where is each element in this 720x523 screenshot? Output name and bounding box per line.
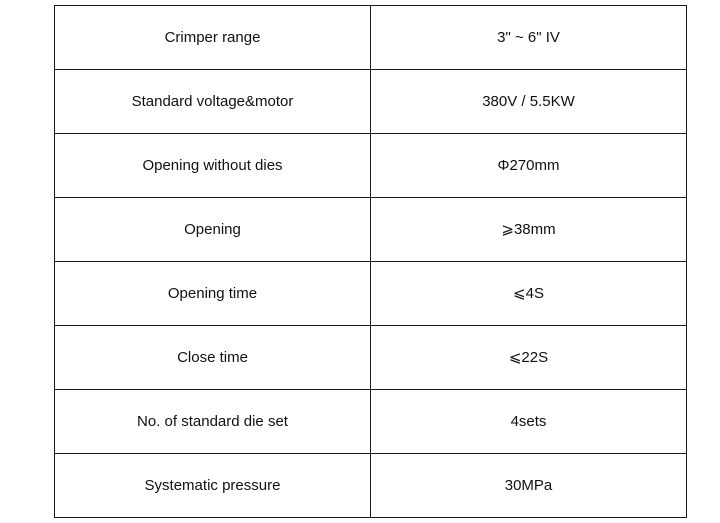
spec-value: 3" ~ 6" IV xyxy=(371,6,687,70)
table-row xyxy=(55,326,687,390)
table-row xyxy=(55,134,687,198)
spec-value: 30MPa xyxy=(371,454,687,518)
table-row xyxy=(55,70,687,134)
spec-label: Opening without dies xyxy=(55,134,371,198)
table-row xyxy=(55,390,687,454)
table-row xyxy=(55,198,687,262)
table-row xyxy=(55,454,687,518)
spec-label: Systematic pressure xyxy=(55,454,371,518)
table-row xyxy=(55,262,687,326)
specification-table xyxy=(54,5,687,518)
spec-label: Standard voltage&motor xyxy=(55,70,371,134)
spec-value: 380V / 5.5KW xyxy=(371,70,687,134)
spec-label: No. of standard die set xyxy=(55,390,371,454)
spec-label: Close time xyxy=(55,326,371,390)
spec-label: Opening xyxy=(55,198,371,262)
spec-label: Crimper range xyxy=(55,6,371,70)
spec-value: Φ270mm xyxy=(371,134,687,198)
spec-value: ⩽22S xyxy=(371,326,687,390)
spec-label: Opening time xyxy=(55,262,371,326)
spec-value: ⩽4S xyxy=(371,262,687,326)
table-row xyxy=(55,6,687,70)
spec-value: ⩾38mm xyxy=(371,198,687,262)
spec-value: 4sets xyxy=(371,390,687,454)
